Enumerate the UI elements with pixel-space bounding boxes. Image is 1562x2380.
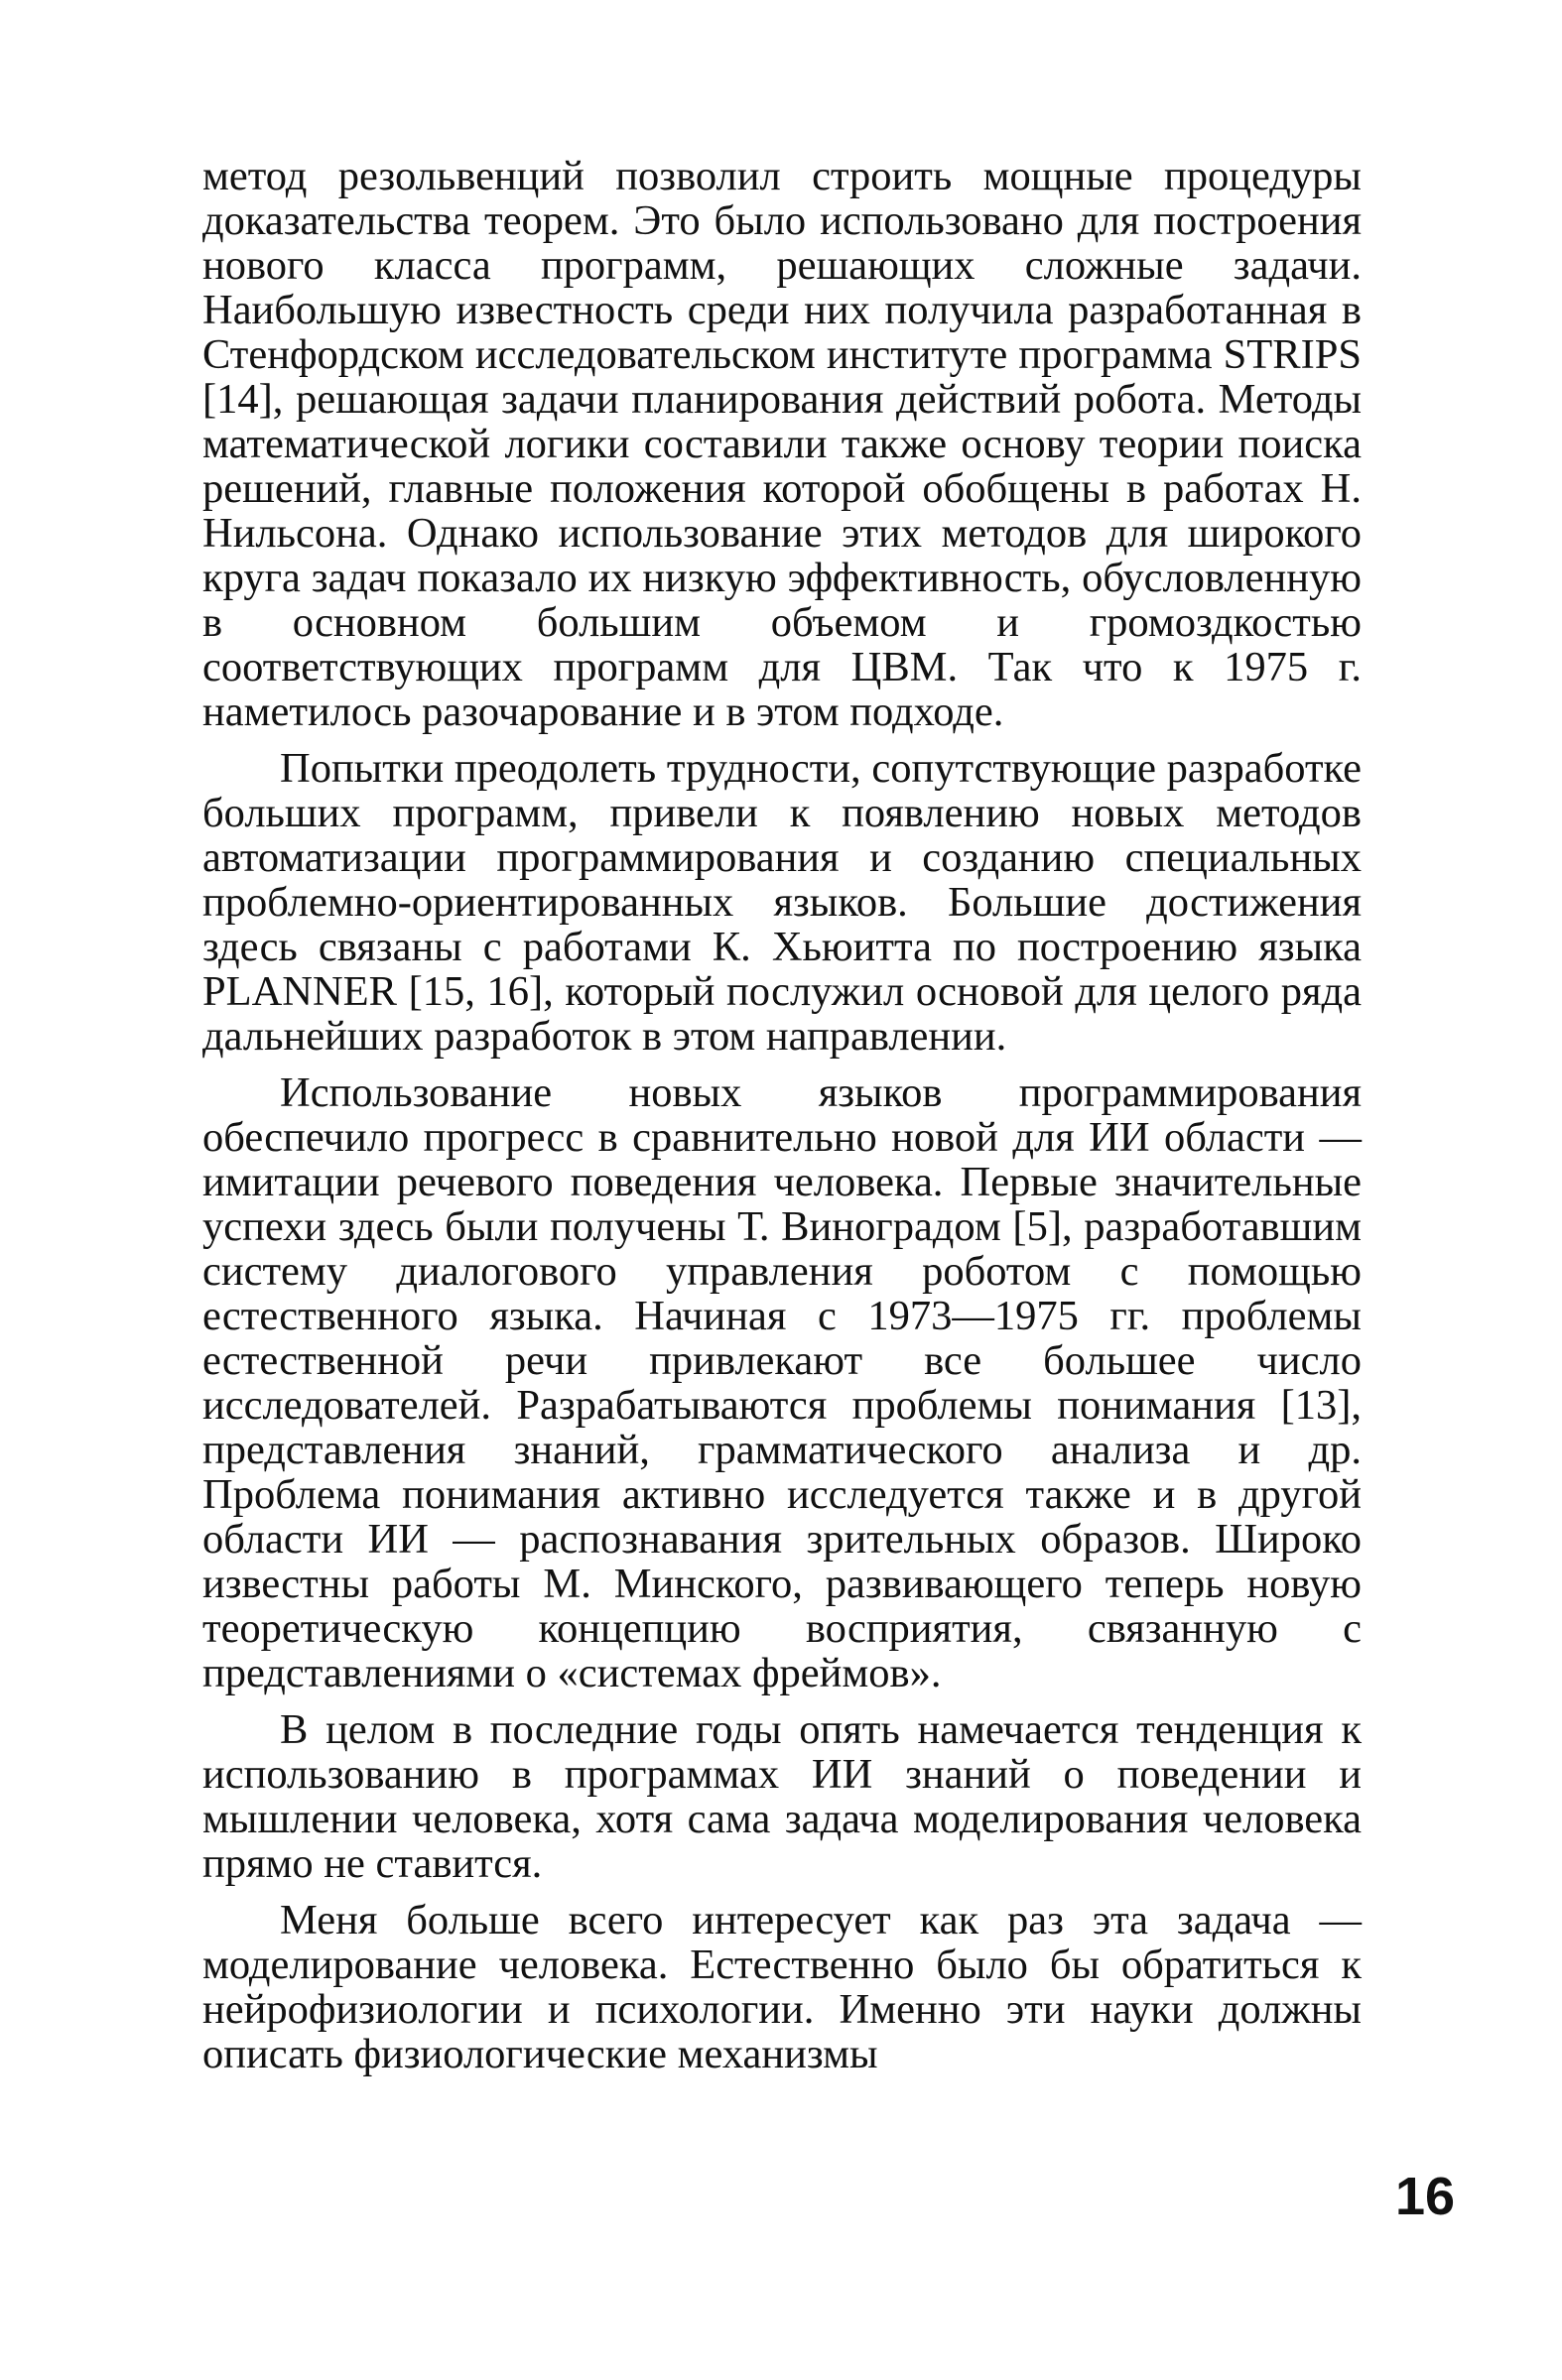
paragraph-1: метод резольвенций позволил строить мощные процедуры доказательства теорем. Это было использовано для построения нового класса программ, решающих сложные задачи. Наибольшую известность среди них получила разработанная в Стенфордском исследовательском институте программа STRIPS [14], решающая задачи планирования действий робота. Методы математической логики составили также основу теории поиска решений, главные положения которой обобщены в работах Н. Нильсона. Однако использование этих методов для широкого круга задач показало их низкую эффективность, обусловленную в основном большим объемом и громоздкостью соответствующих программ для ЦВМ. Так что к 1975 г. наметилось разочарование и в этом подходе. bbox=[202, 153, 1362, 735]
paragraph-2: Попытки преодолеть трудности, сопутствующие разработке больших программ, привели к появлению новых методов автоматизации программирования и созданию специальных проблемно-ориентированных языков. Большие достижения здесь связаны с работами К. Хьюитта по построению языка PLANNER [15, 16], который послужил основой для целого ряда дальнейших разработок в этом направлении. bbox=[202, 745, 1362, 1060]
paragraph-4: В целом в последние годы опять намечается тенденция к использованию в программах ИИ знаний о поведении и мышлении человека, хотя сама задача моделирования человека прямо не ставится. bbox=[202, 1706, 1362, 1887]
paragraph-3: Использование новых языков программирования обеспечило прогресс в сравнительно новой для ИИ области — имитации речевого поведения человека. Первые значительные успехи здесь были получены Т. Виноградом [5], разработавшим систему диалогового управления роботом с помощью естественного языка. Начиная с 1973—1975 гг. проблемы естественной речи привлекают все большее число исследователей. Разрабатываются проблемы понимания [13], представления знаний, грамматического анализа и др. Проблема понимания активно исследуется также и в другой области ИИ — распознавания зрительных образов. Широко известны работы М. Минского, развивающего теперь новую теоретическую концепцию восприятия, связанную с представлениями о «системах фреймов». bbox=[202, 1069, 1362, 1696]
page-number: 16 bbox=[1395, 2167, 1456, 2226]
paragraph-5: Меня больше всего интересует как раз эта задача — моделирование человека. Естественно было бы обратиться к нейрофизиологии и психологии. Именно эти науки должны описать физиологические механизмы bbox=[202, 1897, 1362, 2077]
body-text bbox=[202, 154, 1362, 2088]
